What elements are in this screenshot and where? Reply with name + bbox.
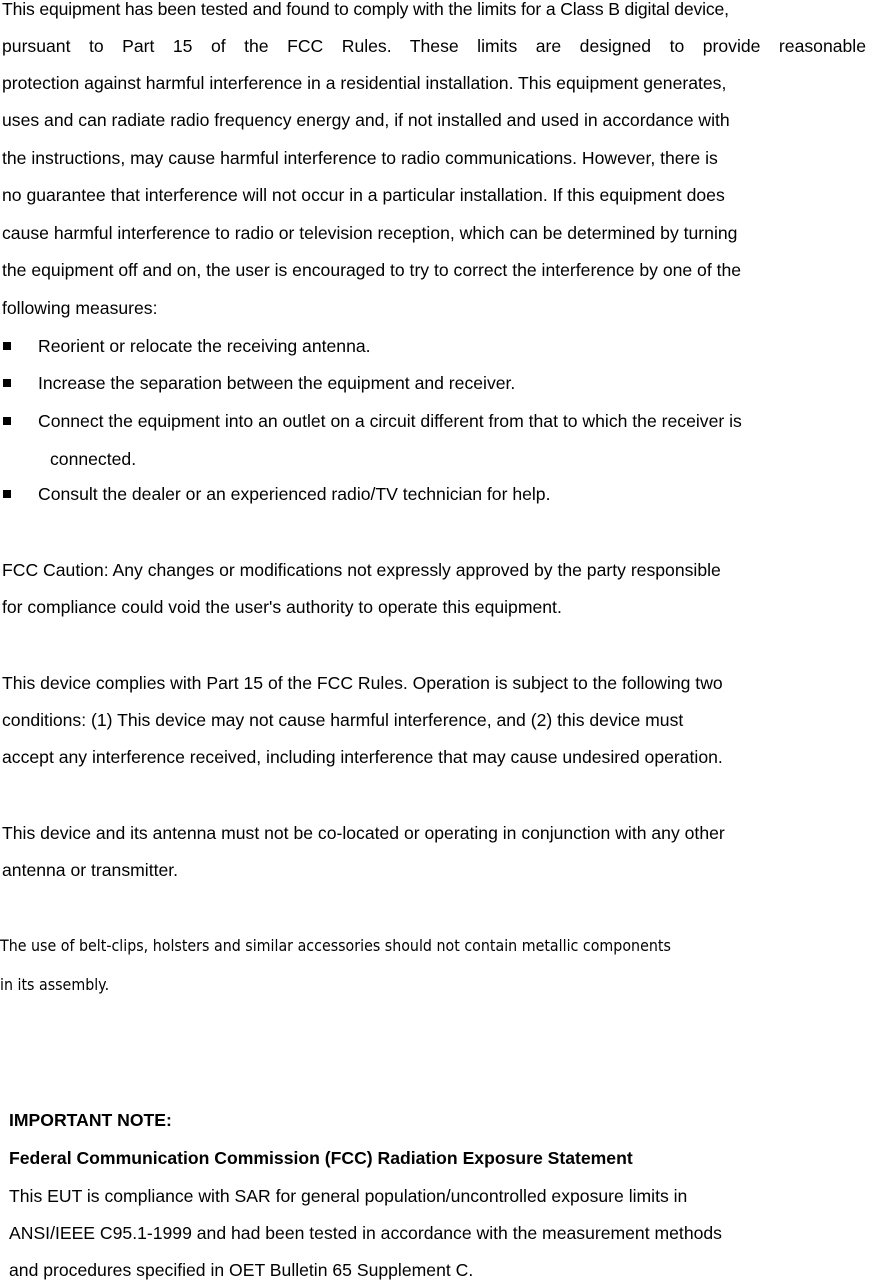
paragraph-line: This device and its antenna must not be co-located or operating in conjunction with any other	[2, 823, 725, 843]
bullet-square-icon	[3, 490, 11, 498]
paragraph-line: pursuant to Part 15 of the FCC Rules. These limits are designed to provide reasonable	[2, 36, 866, 56]
paragraph-line: conditions: (1) This device may not cause harmful interference, and (2) this device must	[2, 710, 684, 730]
section-heading: IMPORTANT NOTE:	[9, 1110, 172, 1130]
list-item: Increase the separation between the equipment and receiver.	[38, 373, 516, 393]
paragraph-line: cause harmful interference to radio or television reception, which can be determined by turning	[2, 223, 738, 243]
paragraph-line: This equipment has been tested and found to comply with the limits for a Class B digital device,	[2, 0, 729, 19]
list-item: Connect the equipment into an outlet on a circuit different from that to which the receiver is	[38, 411, 742, 431]
bullet-square-icon	[3, 379, 11, 387]
list-item: Consult the dealer or an experienced radio/TV technician for help.	[38, 484, 551, 504]
section-subheading: Federal Communication Commission (FCC) Radiation Exposure Statement	[9, 1148, 633, 1168]
paragraph-line: the equipment off and on, the user is encouraged to try to correct the interference by one of the	[2, 260, 742, 280]
paragraph-line: FCC Caution: Any changes or modifications not expressly approved by the party responsible	[2, 560, 721, 580]
paragraph-line: the instructions, may cause harmful interference to radio communications. However, there is	[2, 148, 718, 168]
paragraph-line: This EUT is compliance with SAR for general population/uncontrolled exposure limits in	[9, 1186, 688, 1206]
bullet-square-icon	[3, 342, 11, 350]
paragraph-line: uses and can radiate radio frequency energy and, if not installed and used in accordance with	[2, 110, 730, 130]
paragraph-line: following measures:	[2, 298, 158, 318]
paragraph-line: for compliance could void the user's authority to operate this equipment.	[2, 597, 562, 617]
list-item: Reorient or relocate the receiving antenna.	[38, 336, 371, 356]
paragraph-line: protection against harmful interference in a residential installation. This equipment generates,	[2, 73, 727, 93]
paragraph-line: ANSI/IEEE C95.1-1999 and had been tested in accordance with the measurement methods	[9, 1223, 722, 1243]
paragraph-line: and procedures specified in OET Bulletin 65 Supplement C.	[9, 1260, 474, 1280]
paragraph-line: antenna or transmitter.	[2, 860, 179, 880]
paragraph-line: no guarantee that interference will not occur in a particular installation. If this equipment does	[2, 185, 725, 205]
paragraph-line: This device complies with Part 15 of the FCC Rules. Operation is subject to the following two	[2, 673, 723, 693]
bullet-square-icon	[3, 417, 11, 425]
list-item-continuation: connected.	[50, 449, 137, 469]
paragraph-line: accept any interference received, including interference that may cause undesired operation.	[2, 747, 723, 767]
paragraph-line: in its assembly.	[0, 975, 110, 994]
paragraph-line: The use of belt-clips, holsters and similar accessories should not contain metallic components	[0, 936, 671, 955]
